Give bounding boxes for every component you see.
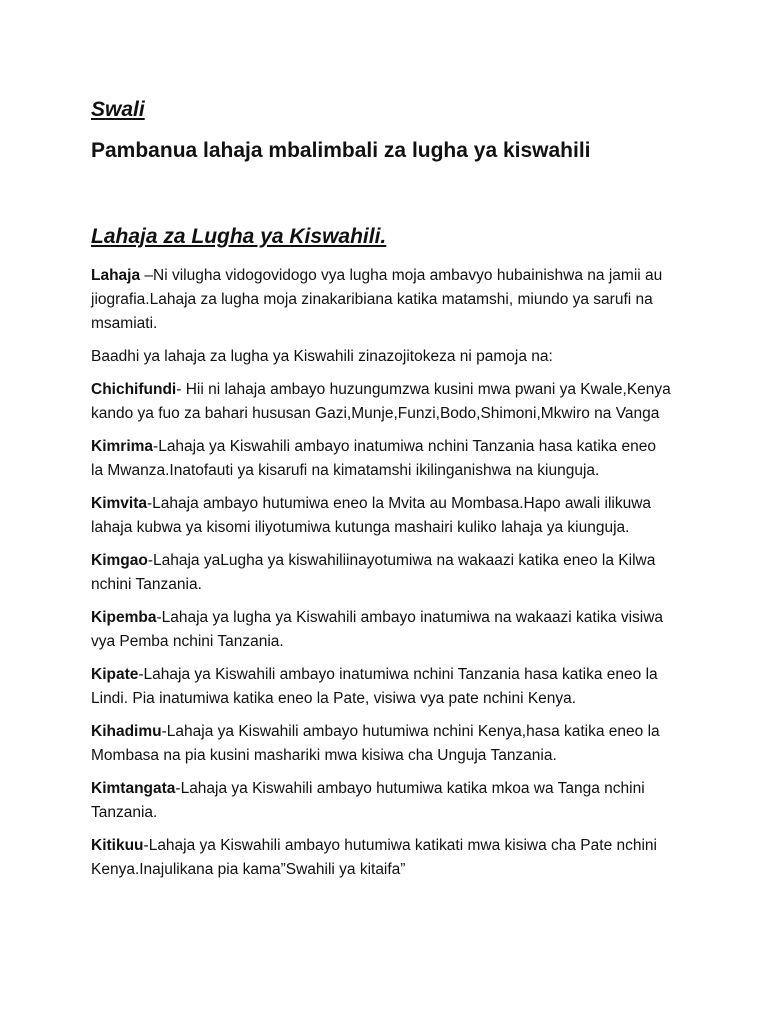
- dialect-text: -Lahaja ya Kiswahili ambayo inatumiwa nchini Tanzania hasa katika eneo la Lindi. Pia inatumiwa katika eneo la Pate, visiwa vya pate nchini Kenya.: [91, 666, 658, 707]
- dialect-paragraph-kimvita: [91, 492, 672, 540]
- dialect-term: Kimtangata: [91, 780, 176, 797]
- dialect-text: -Lahaja ya lugha ya Kiswahili ambayo inatumiwa na wakaazi katika visiwa vya Pemba nchini Tanzania.: [91, 609, 664, 650]
- definition-paragraph: [91, 264, 672, 336]
- intro-paragraph: Baadhi ya lahaja za lugha ya Kiswahili zinazojitokeza ni pamoja na:: [91, 348, 553, 365]
- dialect-paragraph-kipate: [91, 663, 672, 711]
- dialect-term: Kimrima: [91, 438, 154, 455]
- dialect-paragraph-kimrima: [91, 435, 672, 483]
- dialect-text: -Lahaja ya Kiswahili ambayo hutumiwa nchini Kenya,hasa katika eneo la Mombasa na pia kusini mashariki mwa kisiwa cha Unguja Tanzania.: [91, 723, 660, 764]
- dialect-paragraph-kitikuu: [91, 834, 672, 882]
- dialect-term: Kimvita: [91, 495, 147, 512]
- dialect-text: -Lahaja ya Kiswahili ambayo hutumiwa katikati mwa kisiwa cha Pate nchini Kenya.Inajulikana pia kama”Swahili ya kitaifa”: [91, 837, 657, 878]
- dialect-paragraph-kihadimu: [91, 720, 672, 768]
- dialect-text: - Hii ni lahaja ambayo huzungumzwa kusini mwa pwani ya Kwale,Kenya kando ya fuo za bahari hususan Gazi,Munje,Funzi,Bodo,Shimoni,Mkwiro na Vanga: [91, 381, 671, 422]
- definition-text: –Ni vilugha vidogovidogo vya lugha moja ambavyo hubainishwa na jamii au jiografia.Lahaja za lugha moja zinakaribiana katika matamshi, miundo ya sarufi na msamiati.: [91, 267, 663, 332]
- dialect-term: Kipate: [91, 666, 139, 683]
- dialect-paragraph-chichifundi: [91, 378, 672, 426]
- dialect-term: Chichifundi: [91, 381, 177, 398]
- definition-term: Lahaja: [91, 267, 141, 284]
- dialect-paragraph-kimtangata: [91, 777, 672, 825]
- dialect-text: -Lahaja ya Kiswahili ambayo hutumiwa katika mkoa wa Tanga nchini Tanzania.: [91, 780, 645, 821]
- section-title: Lahaja za Lugha ya Kiswahili.: [91, 225, 387, 248]
- question-text: Pambanua lahaja mbalimbali za lugha ya kiswahili: [91, 139, 591, 162]
- dialect-paragraph-kipemba: [91, 606, 672, 654]
- dialect-term: Kipemba: [91, 609, 157, 626]
- dialect-text: -Lahaja yaLugha ya kiswahiliinayotumiwa na wakaazi katika eneo la Kilwa nchini Tanzania.: [91, 552, 656, 593]
- dialect-term: Kitikuu: [91, 837, 144, 854]
- dialect-term: Kimgao: [91, 552, 148, 569]
- dialect-text: -Lahaja ambayo hutumiwa eneo la Mvita au Mombasa.Hapo awali ilikuwa lahaja kubwa ya kisomi iliyotumiwa kutunga mashairi kuliko lahaja ya kiunguja.: [91, 495, 652, 536]
- dialect-paragraph-kimgao: [91, 549, 672, 597]
- swali-heading: Swali: [91, 98, 145, 121]
- dialect-text: -Lahaja ya Kiswahili ambayo inatumiwa nchini Tanzania hasa katika eneo la Mwanza.Inatofauti ya kisarufi na kimatamshi ikilinganishwa na kiunguja.: [91, 438, 656, 479]
- dialect-term: Kihadimu: [91, 723, 162, 740]
